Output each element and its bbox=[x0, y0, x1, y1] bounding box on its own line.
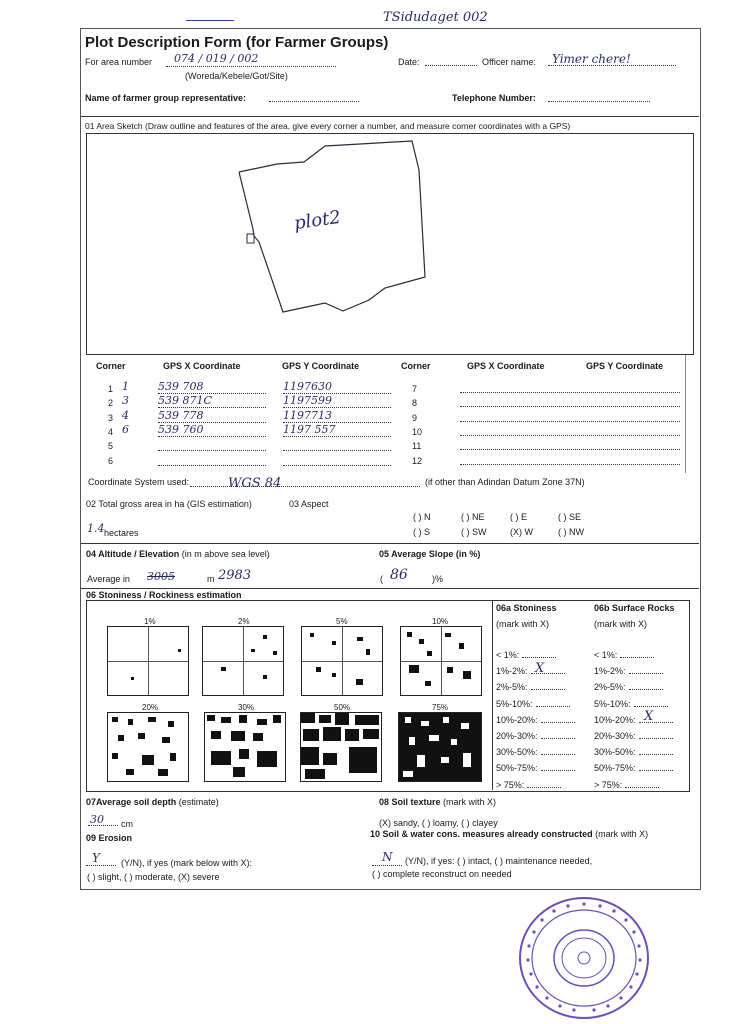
swc-line2[interactable]: ( ) complete reconstruct on needed bbox=[372, 869, 512, 879]
stoniness-panel-5pct bbox=[301, 626, 383, 696]
gps-y-header: GPS Y Coordinate bbox=[282, 361, 360, 371]
divider bbox=[81, 543, 699, 544]
surface-rocks-selected-mark: X bbox=[644, 709, 654, 724]
aspect-se[interactable] bbox=[558, 512, 581, 522]
level-label: 10%-20%: bbox=[496, 714, 538, 725]
level-field bbox=[527, 780, 561, 788]
coordinate-system-value: WGS 84 bbox=[228, 476, 282, 491]
gross-area-label: 02 Total gross area in ha (GIS estimation) bbox=[86, 499, 252, 509]
stoniness-panel-1pct bbox=[107, 626, 189, 696]
representative-field[interactable] bbox=[269, 93, 359, 102]
soil-texture-hint: (mark with X) bbox=[443, 797, 497, 807]
stoniness-level-option[interactable] bbox=[496, 666, 565, 676]
option-label: SW bbox=[472, 527, 487, 537]
corner-handwritten: 6 bbox=[122, 423, 129, 436]
right-coord-field[interactable] bbox=[460, 445, 680, 450]
corner-number: 3 bbox=[108, 413, 114, 423]
option-label: SE bbox=[569, 512, 582, 522]
swc-value[interactable]: N bbox=[382, 850, 393, 864]
stoniness-level-option[interactable] bbox=[496, 780, 561, 790]
option-label: NW bbox=[569, 527, 585, 537]
swc-hint: (mark with X) bbox=[595, 829, 649, 839]
level-field bbox=[639, 763, 673, 771]
swc-label: 10 Soil & water cons. measures already constructed bbox=[370, 829, 593, 839]
option-label: S bbox=[424, 527, 431, 537]
level-label: 30%-50%: bbox=[496, 747, 538, 758]
stoniness-panel-2pct bbox=[202, 626, 284, 696]
officer-value: Yimer chere! bbox=[552, 52, 631, 66]
stoniness-panel-50pct bbox=[300, 712, 382, 782]
stoniness-selected-mark: X bbox=[535, 661, 545, 676]
stoniness-level-option[interactable] bbox=[496, 650, 556, 660]
gps-x-value[interactable]: 539 778 bbox=[158, 409, 266, 423]
option-label: N bbox=[424, 512, 431, 522]
stoniness-level-option[interactable] bbox=[496, 699, 570, 709]
corner-number: 9 bbox=[412, 413, 418, 423]
altitude-hint: (in m above sea level) bbox=[181, 549, 270, 559]
surface-rocks-col-hint: (mark with X) bbox=[594, 619, 648, 629]
altitude-avg-label: Average in bbox=[87, 574, 130, 584]
gps-y-value[interactable]: 1197630 bbox=[283, 380, 391, 394]
level-field bbox=[541, 763, 575, 771]
telephone-field[interactable] bbox=[548, 93, 650, 102]
level-field bbox=[639, 731, 673, 739]
officer-label: Officer name: bbox=[482, 57, 536, 67]
corner-number: 5 bbox=[108, 441, 114, 451]
surface-rocks-level-option[interactable] bbox=[594, 666, 663, 676]
coordinate-system-field[interactable] bbox=[190, 474, 420, 491]
corner-handwritten: 1 bbox=[122, 380, 129, 393]
surface-rocks-level-option[interactable] bbox=[594, 747, 673, 757]
sketch-title: 01 Area Sketch (Draw outline and features of the area, give every corner a number, and measure corner coordinates with a GPS) bbox=[85, 121, 571, 131]
stoniness-level-option[interactable] bbox=[496, 763, 575, 773]
level-label: > 75%: bbox=[496, 779, 525, 790]
level-label: 2%-5%: bbox=[496, 682, 528, 693]
area-number-value: 074 / 019 / 002 bbox=[174, 52, 259, 65]
telephone-label: Telephone Number: bbox=[452, 93, 536, 103]
aspect-nw[interactable] bbox=[558, 527, 584, 537]
level-field bbox=[634, 699, 668, 707]
date-label: Date: bbox=[398, 57, 420, 67]
coordinate-system-note: (if other than Adindan Datum Zone 37N) bbox=[425, 477, 585, 487]
checkbox-mark: ( ) bbox=[461, 527, 470, 537]
erosion-label: 09 Erosion bbox=[86, 833, 133, 843]
level-label: 50%-75%: bbox=[496, 763, 538, 774]
right-coord-field[interactable] bbox=[460, 402, 680, 407]
form-code: TSidudaget 002 bbox=[383, 10, 488, 25]
soil-depth-label: 07Average soil depth bbox=[86, 797, 177, 807]
stoniness-panel-30pct bbox=[204, 712, 286, 782]
level-field bbox=[541, 731, 575, 739]
panel-label: 30% bbox=[238, 703, 255, 712]
right-coord-field[interactable] bbox=[460, 388, 680, 393]
slope-label: 05 Average Slope (in %) bbox=[379, 549, 481, 559]
level-field bbox=[625, 780, 659, 788]
slope-unit: )% bbox=[432, 574, 444, 584]
divider bbox=[685, 355, 686, 473]
stoniness-level-option[interactable] bbox=[496, 682, 565, 692]
representative-label: Name of farmer group representative: bbox=[85, 93, 247, 103]
stoniness-level-option[interactable] bbox=[496, 715, 575, 725]
level-label: < 1%: bbox=[594, 650, 618, 660]
checkbox-mark: (X) bbox=[510, 527, 522, 537]
gps-x-value[interactable]: 539 871C bbox=[158, 394, 266, 408]
erosion-line: (Y/N), if yes (mark below with X): bbox=[121, 858, 253, 868]
altitude-section bbox=[86, 549, 270, 559]
surface-rocks-level-option[interactable] bbox=[594, 731, 673, 741]
surface-rocks-level-option[interactable] bbox=[594, 715, 673, 725]
level-field bbox=[620, 650, 654, 658]
level-field bbox=[522, 650, 556, 658]
level-label: 5%-10%: bbox=[496, 698, 533, 709]
altitude-label: 04 Altitude / Elevation bbox=[86, 549, 180, 559]
stoniness-panel-20pct bbox=[107, 712, 189, 782]
checkbox-mark: ( ) bbox=[558, 512, 567, 522]
level-field bbox=[629, 666, 663, 674]
gps-x-value[interactable]: 539 760 bbox=[158, 423, 266, 437]
corner-header-right: Corner bbox=[401, 361, 431, 371]
panel-label: 20% bbox=[142, 703, 159, 712]
checkbox-mark: ( ) bbox=[461, 512, 470, 522]
altitude-value[interactable]: 2983 bbox=[218, 568, 252, 583]
surface-rocks-level-option[interactable] bbox=[594, 682, 663, 692]
gps-x-header: GPS X Coordinate bbox=[163, 361, 241, 371]
level-label: 20%-30%: bbox=[496, 731, 538, 741]
gps-x-field[interactable] bbox=[158, 456, 266, 466]
altitude-struck-value: 3005 bbox=[147, 570, 175, 583]
corner-number: 1 bbox=[108, 384, 114, 394]
level-label: 50%-75%: bbox=[594, 763, 636, 774]
right-coord-field[interactable] bbox=[460, 417, 680, 422]
swc-field[interactable] bbox=[372, 858, 402, 866]
corner-number: 6 bbox=[108, 456, 114, 466]
gps-y-header-right: GPS Y Coordinate bbox=[586, 361, 664, 371]
aspect-n[interactable] bbox=[413, 512, 431, 522]
right-coord-field[interactable] bbox=[460, 460, 680, 465]
level-field bbox=[541, 747, 575, 755]
corner-handwritten: 4 bbox=[122, 409, 129, 422]
level-field bbox=[639, 747, 673, 755]
gross-area-unit: hectares bbox=[104, 528, 139, 538]
area-number-field[interactable] bbox=[166, 52, 336, 67]
plot-outline-sketch bbox=[87, 134, 693, 354]
level-label: > 75%: bbox=[594, 779, 623, 790]
panel-label: 10% bbox=[432, 617, 449, 626]
soil-texture-label: 08 Soil texture bbox=[379, 797, 441, 807]
divider bbox=[81, 588, 699, 589]
corner-number: 2 bbox=[108, 398, 114, 408]
checkbox-mark: ( ) bbox=[413, 512, 422, 522]
slope-paren: ( bbox=[380, 574, 383, 584]
level-label: 5%-10%: bbox=[594, 698, 631, 709]
panel-label: 1% bbox=[144, 617, 156, 626]
altitude-unit: m bbox=[207, 574, 215, 584]
level-field bbox=[536, 699, 570, 707]
checkbox-mark: ( ) bbox=[413, 527, 422, 537]
gps-y-value[interactable]: 1197713 bbox=[283, 409, 391, 423]
corner-header: Corner bbox=[96, 361, 126, 371]
coordinate-system-label: Coordinate System used: bbox=[88, 477, 190, 487]
form-title: Plot Description Form (for Farmer Groups) bbox=[85, 34, 389, 51]
option-label: E bbox=[521, 512, 528, 522]
level-label: 2%-5%: bbox=[594, 682, 626, 693]
stoniness-panel-75pct bbox=[398, 712, 482, 782]
panel-label: 75% bbox=[432, 703, 449, 712]
checkbox-mark: ( ) bbox=[558, 527, 567, 537]
soil-depth-value[interactable]: 30 bbox=[90, 813, 104, 826]
erosion-value[interactable]: Y bbox=[92, 851, 100, 865]
gps-x-header-right: GPS X Coordinate bbox=[467, 361, 545, 371]
swc-section bbox=[370, 829, 648, 839]
area-sub-label: (Woreda/Kebele/Got/Site) bbox=[185, 71, 288, 81]
option-label: W bbox=[524, 527, 534, 537]
soil-depth-hint: (estimate) bbox=[178, 797, 219, 807]
corner-handwritten: 3 bbox=[122, 394, 129, 407]
level-field bbox=[541, 715, 575, 723]
sketch-plot-label: plot2 bbox=[292, 206, 343, 235]
level-label: 1%-2%: bbox=[496, 666, 528, 677]
stoniness-level-option[interactable] bbox=[496, 747, 575, 757]
slope-value[interactable]: 86 bbox=[390, 567, 408, 583]
corner-number: 12 bbox=[412, 456, 423, 466]
gps-y-field[interactable] bbox=[283, 456, 391, 466]
gps-x-field[interactable] bbox=[158, 441, 266, 451]
level-label: < 1%: bbox=[496, 650, 520, 660]
gps-y-field[interactable] bbox=[283, 441, 391, 451]
erosion-options[interactable]: ( ) slight, ( ) moderate, (X) severe bbox=[87, 872, 220, 882]
date-field[interactable] bbox=[425, 55, 477, 66]
surface-rocks-level-option[interactable] bbox=[594, 763, 673, 773]
stoniness-title: 06 Stoniness / Rockiness estimation bbox=[86, 590, 242, 600]
officer-field[interactable] bbox=[548, 50, 676, 66]
corner-number: 7 bbox=[412, 384, 418, 394]
divider bbox=[81, 116, 699, 117]
level-label: 20%-30%: bbox=[594, 731, 636, 741]
erosion-field[interactable] bbox=[86, 858, 116, 866]
right-coord-field[interactable] bbox=[460, 431, 680, 436]
panel-label: 50% bbox=[334, 703, 351, 712]
area-number-label: For area number bbox=[85, 57, 153, 67]
panel-label: 2% bbox=[238, 617, 250, 626]
aspect-w[interactable] bbox=[510, 527, 533, 537]
corner-number: 4 bbox=[108, 427, 114, 437]
level-field bbox=[531, 682, 565, 690]
soil-depth-section bbox=[86, 797, 219, 807]
gps-x-value[interactable]: 539 708 bbox=[158, 380, 266, 394]
aspect-label: 03 Aspect bbox=[289, 499, 329, 509]
corner-number: 10 bbox=[412, 427, 423, 437]
level-label: 10%-20%: bbox=[594, 714, 636, 725]
surface-rocks-col-title: 06b Surface Rocks bbox=[594, 603, 675, 613]
level-label: 1%-2%: bbox=[594, 666, 626, 677]
soil-depth-unit: cm bbox=[121, 819, 133, 829]
surface-rocks-level-option[interactable] bbox=[594, 699, 668, 709]
stoniness-col-title: 06a Stoniness bbox=[496, 603, 557, 613]
sketch-box[interactable] bbox=[86, 133, 694, 355]
aspect-sw[interactable] bbox=[461, 527, 487, 537]
gross-area-value[interactable]: 1.4 bbox=[87, 522, 105, 535]
level-field bbox=[629, 682, 663, 690]
divider bbox=[492, 600, 493, 790]
official-stamp bbox=[516, 894, 652, 1022]
gps-y-value[interactable]: 1197599 bbox=[283, 394, 391, 408]
corner-number: 8 bbox=[412, 398, 418, 408]
surface-rocks-level-option[interactable] bbox=[594, 650, 654, 660]
option-label: NE bbox=[472, 512, 485, 522]
aspect-s[interactable] bbox=[413, 527, 430, 537]
stoniness-level-option[interactable] bbox=[496, 731, 575, 741]
corner-number: 11 bbox=[412, 441, 422, 451]
surface-rocks-level-option[interactable] bbox=[594, 780, 659, 790]
aspect-ne[interactable] bbox=[461, 512, 485, 522]
pen-stroke bbox=[186, 20, 234, 21]
soil-texture-section bbox=[379, 797, 496, 807]
stoniness-panel-10pct bbox=[400, 626, 482, 696]
gps-y-value[interactable]: 1197 557 bbox=[283, 423, 391, 437]
swc-line: (Y/N), if yes: ( ) intact, ( ) maintenance needed, bbox=[405, 856, 593, 866]
stoniness-col-hint: (mark with X) bbox=[496, 619, 550, 629]
panel-label: 5% bbox=[336, 617, 348, 626]
level-label: 30%-50%: bbox=[594, 747, 636, 758]
soil-depth-field[interactable] bbox=[88, 818, 118, 826]
checkbox-mark: ( ) bbox=[510, 512, 519, 522]
aspect-e[interactable] bbox=[510, 512, 527, 522]
soil-texture-options[interactable]: (X) sandy, ( ) loamy, ( ) clayey bbox=[379, 818, 498, 828]
